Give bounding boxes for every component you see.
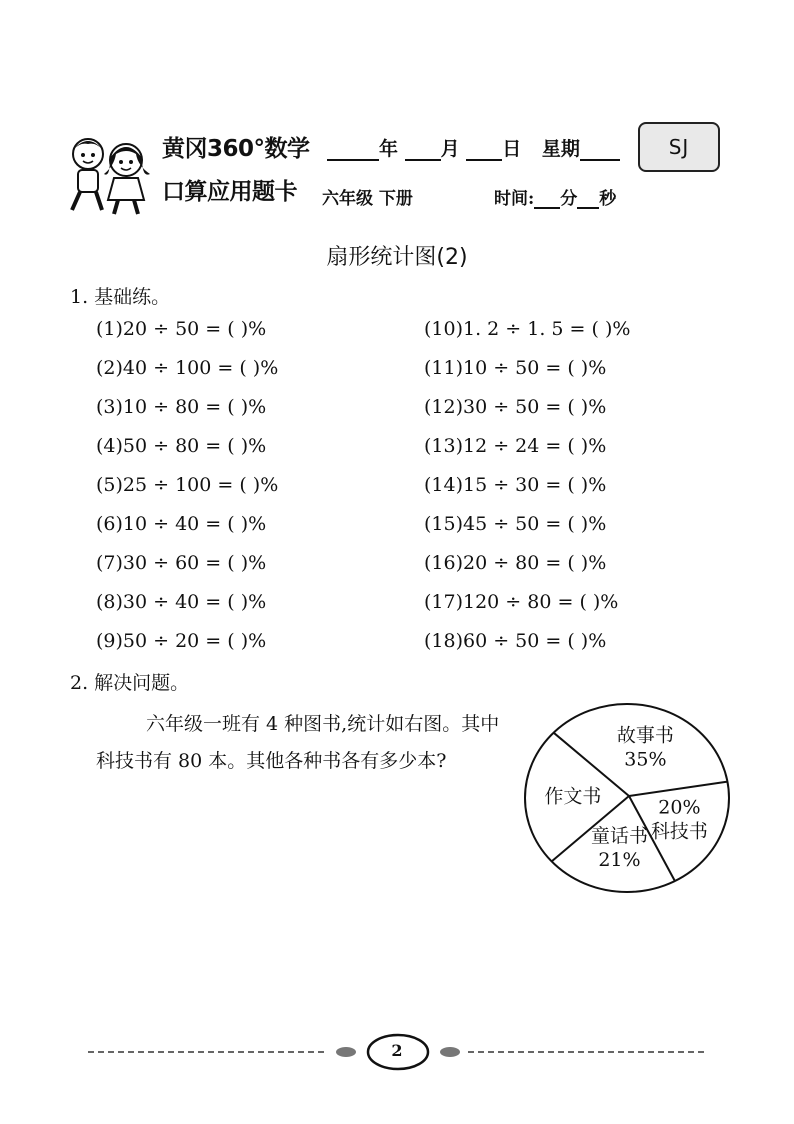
problems-left-column — [96, 318, 278, 669]
time-line — [494, 184, 616, 209]
year-blank[interactable] — [327, 139, 379, 161]
pie-slice-value: 21% — [598, 848, 641, 871]
minutes-label: 分 — [560, 189, 578, 209]
weekday-blank[interactable] — [580, 139, 620, 161]
problem-item[interactable]: (14)15 ÷ 30 = ( )% — [424, 474, 607, 496]
cartoon-kids-logo — [58, 130, 158, 216]
problem-item[interactable]: (17)120 ÷ 80 = ( )% — [424, 591, 619, 613]
month-blank[interactable] — [405, 139, 441, 161]
brand-subtitle: 口算应用题卡 — [162, 179, 297, 205]
pie-slice-value: 20% — [658, 796, 701, 819]
problem-item[interactable]: (5)25 ÷ 100 = ( )% — [96, 474, 279, 496]
page-number: 2 — [391, 1041, 403, 1060]
year-label: 年 — [379, 138, 399, 160]
problem-item[interactable]: (15)45 ÷ 50 = ( )% — [424, 513, 607, 535]
pie-slice-value: 35% — [624, 748, 667, 771]
pie-slice-label: 童话书 — [590, 824, 648, 847]
day-label: 日 — [502, 138, 522, 160]
worksheet-title: 扇形统计图(2) — [326, 245, 468, 270]
problem-item[interactable]: (12)30 ÷ 50 = ( )% — [424, 396, 607, 418]
problems-right-column — [424, 318, 630, 669]
problem-item[interactable]: (13)12 ÷ 24 = ( )% — [424, 435, 607, 457]
seconds-label: 秒 — [599, 189, 617, 209]
problem-item[interactable]: (2)40 ÷ 100 = ( )% — [96, 357, 279, 379]
problem-item[interactable]: (4)50 ÷ 80 = ( )% — [96, 435, 267, 457]
pie-chart — [522, 700, 732, 896]
brand-title: 黄冈360°数学 — [162, 136, 310, 162]
minutes-blank[interactable] — [534, 191, 560, 209]
section2-heading: 2. 解决问题。 — [70, 672, 190, 694]
grade-label: 六年级 下册 — [322, 189, 413, 209]
day-blank[interactable] — [466, 139, 502, 161]
word-problem-text: 六年级一班有 4 种图书,统计如右图。其中科技书有 80 本。其他各种书各有多少本? — [96, 713, 500, 772]
weekday-label: 星期 — [541, 138, 580, 160]
time-label: 时间: — [494, 189, 535, 209]
problem-item[interactable]: (1)20 ÷ 50 = ( )% — [96, 318, 267, 340]
section1-heading: 1. 基础练。 — [70, 286, 171, 308]
problem-item[interactable]: (16)20 ÷ 80 = ( )% — [424, 552, 607, 574]
problem-item[interactable]: (11)10 ÷ 50 = ( )% — [424, 357, 607, 379]
problem-item[interactable]: (6)10 ÷ 40 = ( )% — [96, 513, 267, 535]
pie-slice-label: 作文书 — [544, 785, 602, 808]
problem-item[interactable]: (7)30 ÷ 60 = ( )% — [96, 552, 267, 574]
problem-item[interactable]: (9)50 ÷ 20 = ( )% — [96, 630, 267, 652]
pie-slice-label: 故事书 — [616, 724, 674, 747]
pie-slice-label: 科技书 — [650, 820, 708, 843]
date-line — [327, 134, 620, 161]
problem-item[interactable]: (8)30 ÷ 40 = ( )% — [96, 591, 267, 613]
problem-item[interactable]: (10)1. 2 ÷ 1. 5 = ( )% — [424, 318, 631, 340]
month-label: 月 — [440, 138, 460, 160]
seconds-blank[interactable] — [577, 191, 599, 209]
problem-item[interactable]: (3)10 ÷ 80 = ( )% — [96, 396, 267, 418]
edition-badge: SJ — [638, 122, 720, 172]
problem-item[interactable]: (18)60 ÷ 50 = ( )% — [424, 630, 607, 652]
